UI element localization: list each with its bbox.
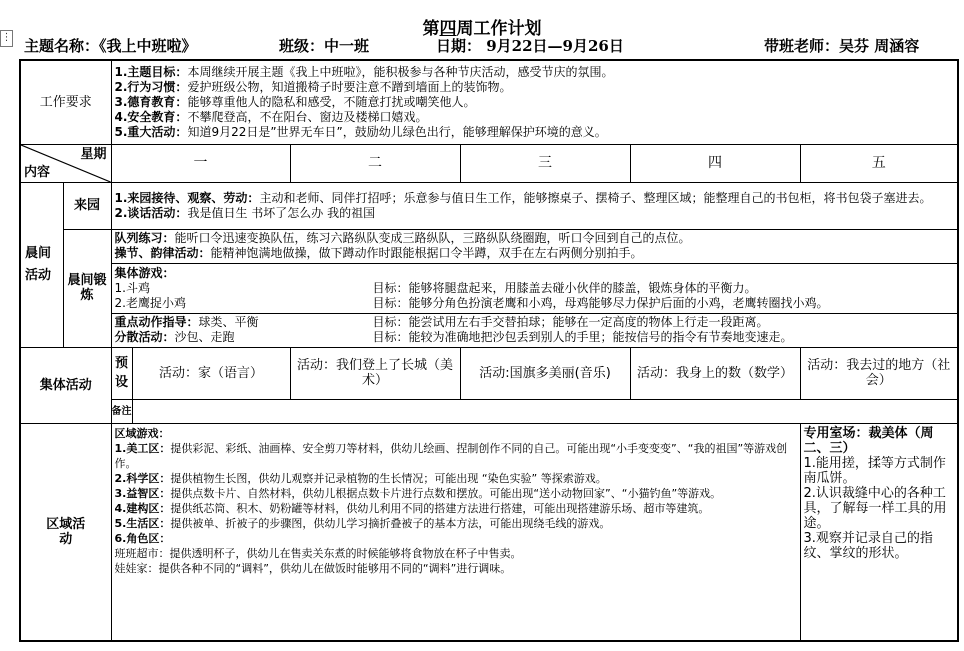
collective-games: 集体游戏： 1.斗鸡 目标：能够将腿盘起来，用膝盖去碰小伙伴的膝盖，锻炼身体的平衡力。 2.老鹰捉小鸡 目标：能够分角色扮演老鹰和小鸡，母鸡能够尽力保护后面的小鸡，老鹰转圈找小鸡。 — [111, 263, 958, 313]
area-label: 区域活动 — [20, 423, 111, 641]
teachers: 带班老师：吴芬 周涵容 — [764, 37, 920, 55]
move-handle-icon[interactable]: ⋮ — [0, 30, 13, 47]
area-item: 2.科学区：提供植物生长图，供幼儿观察并记录植物的生长情况；可能出现 “染色实验” 等探索游戏。 — [114, 471, 607, 485]
exercise-label: 晨间锻炼 — [63, 229, 111, 347]
req-item: 3.德育教育：能够尊重他人的隐私和感受，不随意打扰或嘲笑他人。 — [114, 94, 476, 109]
day-mon: 一 — [111, 144, 290, 182]
queue-rhythm: 队列练习：能听口令迅速变换队伍，练习六路纵队变成三路纵队，三路纵队绕圈跑，听口令回到自己的点位。 操节、韵律活动：能精神饱满地做操，做下蹲动作时跟能根据口令半蹲，双手在左右两侧分别拍手。 — [111, 229, 958, 263]
activity-fri: 活动：我去过的地方（社会） — [800, 347, 958, 399]
weekly-plan-table — [19, 59, 959, 642]
day-fri: 五 — [800, 144, 958, 182]
activity-wed: 活动:国旗多美丽(音乐) — [460, 347, 630, 399]
day-thu: 四 — [630, 144, 800, 182]
area-games: 区域游戏： 1.美工区：提供彩泥、彩纸、油画棒、安全剪刀等材料，供幼儿绘画、捏制创作不同的自己。可能出现“小手变变变”、“我的祖国”等游戏创作。 2.科学区：提供植物生长图，供幼儿观察并记录植物的生长情况；可能出现 “染色实验” 等探索游戏。 3.益智区：提供点数卡片、自然材料，供幼儿根据点数卡片进行点数和摆放。可能出现“送小动物回家”、“小猫钓鱼”等游戏。 4.建构区：提供纸芯筒、积木、奶粉罐等材料，供幼儿利用不同的搭建方法进行搭建，可能出现搭建游乐场、超市等建筑。 5.生活区：提供被单、折被子的步骤图，供幼儿学习摘折叠被子的基本方法，可能出现绕毛线的游戏。 6.角色区： 班班超市：提供透明杯子，供幼儿在售卖关东煮的时候能够将食物放在杯子中售卖。 娃娃家：提供各种不同的“调料”，供幼儿在做饭时能够用不同的“调料”进行调味。 — [111, 423, 800, 641]
class-name: 班级：中一班 — [279, 37, 370, 55]
req-item: 5.重大活动：知道9月22日是”世界无车日”，鼓励幼儿绿色出行，能够理解保护环境的意义。 — [114, 124, 607, 139]
role-item: 班班超市：提供透明杯子，供幼儿在售卖关东煮的时候能够将食物放在杯子中售卖。 — [114, 546, 522, 560]
requirements-content — [111, 60, 958, 144]
note-content — [132, 399, 958, 423]
activity-thu: 活动：我身上的数（数学） — [630, 347, 800, 399]
role-item: 娃娃家：提供各种不同的“调料”，供幼儿在做饭时能够用不同的“调料”进行调味。 — [114, 561, 512, 575]
requirements-label: 工作要求 — [20, 60, 111, 144]
focus-group: 重点动作指导：球类、平衡 目标：能尝试用左右手交替拍球；能够在一定高度的物体上行走一段距离。 分散活动：沙包、走跑 目标：能较为准确地把沙包丢到别人的手里；能按信号的指令有节奏地变速走。 — [111, 313, 958, 347]
game-row: 2.老鹰捉小鸡 目标：能够分角色扮演老鹰和小鸡，母鸡能够尽力保护后面的小鸡，老鹰转圈找小鸡。 — [114, 295, 829, 310]
activity-mon: 活动：家（语言） — [132, 347, 290, 399]
page-title: 第四周工作计划 — [422, 19, 542, 39]
date-range: 日期： 9月22日—9月26日 — [436, 37, 624, 55]
area-item: 3.益智区：提供点数卡片、自然材料，供幼儿根据点数卡片进行点数和摆放。可能出现“送小动物回家”、“小猫钓鱼”等游戏。 — [114, 486, 722, 500]
room-item: 1.能用搓，揉等方式制作南瓜饼。 — [803, 455, 946, 486]
area-item: 5.生活区：提供被单、折被子的步骤图，供幼儿学习摘折叠被子的基本方法，可能出现绕毛线的游戏。 — [114, 516, 611, 530]
morning-label: 晨间活动 — [20, 182, 63, 347]
req-item: 2.行为习惯：爱护班级公物，知道搬椅子时要注意不蹭到墙面上的装饰物。 — [114, 79, 512, 94]
theme-name: 主题名称：《我上中班啦》 — [24, 37, 197, 55]
collective-label: 集体活动 — [20, 347, 111, 423]
day-wed: 三 — [460, 144, 630, 182]
arrival-label: 来园 — [63, 182, 111, 229]
req-item: 4.安全教育：不攀爬登高，不在阳台、窗边及楼梯口嬉戏。 — [114, 109, 428, 124]
room-item: 2.认识裁缝中心的各种工具，了解每一样工具的用途。 — [803, 485, 947, 531]
req-item: 1.主题目标：本周继续开展主题《我上中班啦》，能积极参与各种节庆活动，感受节庆的氛围。 — [114, 64, 614, 79]
preset-label: 预设 — [111, 347, 132, 399]
arrival-content: 1.来园接待、观察、劳动：主动和老师、同伴打招呼；乐意参与值日生工作，能够擦桌子、摆椅子、整理区域；能整理自己的书包柜，将书包袋子塞进去。 2.谈话活动：我是值日生 书坏了怎么办 我的祖国 — [111, 182, 958, 229]
activity-tue: 活动：我们登上了长城（美术） — [290, 347, 460, 399]
game-row: 1.斗鸡 目标：能够将腿盘起来，用膝盖去碰小伙伴的膝盖，锻炼身体的平衡力。 — [114, 280, 757, 295]
plan-header — [24, 35, 954, 57]
room-item: 3.观察并记录自己的指纹、掌纹的形状。 — [803, 530, 933, 561]
special-room: 专用室场：裁美体（周二、三） 1.能用搓，揉等方式制作南瓜饼。 2.认识裁缝中心的各种工具，了解每一样工具的用途。 3.观察并记录自己的指纹、掌纹的形状。 — [800, 423, 958, 641]
area-item: 1.美工区：提供彩泥、彩纸、油画棒、安全剪刀等材料，供幼儿绘画、捏制创作不同的自己。可能出现“小手变变变”、“我的祖国”等游戏创作。 — [114, 441, 788, 470]
area-item: 4.建构区：提供纸芯筒、积木、奶粉罐等材料，供幼儿利用不同的搭建方法进行搭建，可能出现搭建游乐场、超市等建筑。 — [114, 501, 710, 515]
corner-cell: 星期 内容 — [20, 144, 111, 182]
day-tue: 二 — [290, 144, 460, 182]
note-label: 备注 — [111, 399, 132, 423]
